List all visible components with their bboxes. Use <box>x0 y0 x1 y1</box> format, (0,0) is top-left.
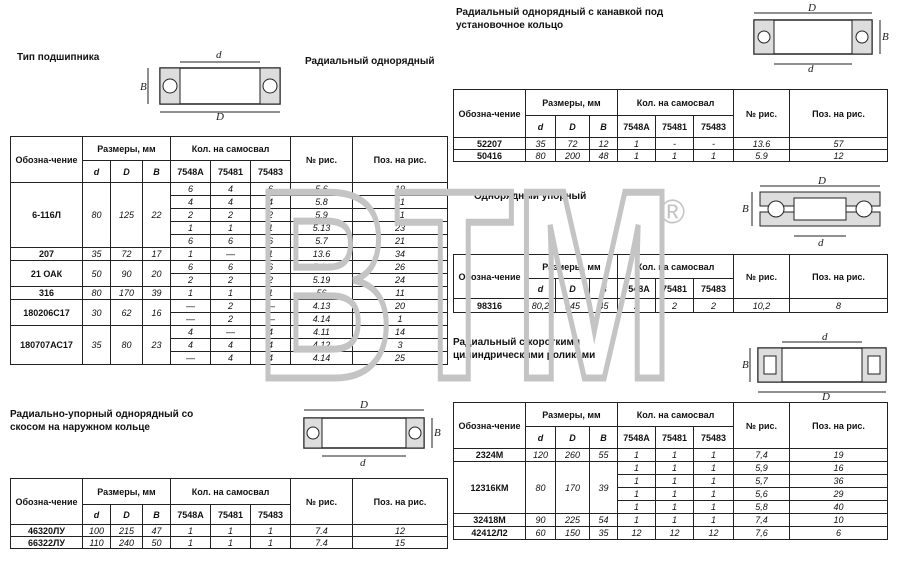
qty-model-1-cell: 1 <box>618 501 656 514</box>
angular-col-pos-no: Поз. на рис. <box>353 479 448 525</box>
qty-model-3-cell: 1 <box>694 462 734 475</box>
groove-col-pos-no: Поз. на рис. <box>790 90 888 138</box>
fig-no-cell: 5.6 <box>291 183 353 196</box>
pos-no-cell: 24 <box>353 274 448 287</box>
qty-model-2-cell: 1 <box>656 475 694 488</box>
dim-D-label: D <box>216 111 224 123</box>
fig-no-cell: 5,7 <box>734 475 790 488</box>
col-model-1: 7548А <box>171 161 211 183</box>
pos-no-cell: 25 <box>353 352 448 365</box>
dim-d-cell: 35 <box>83 326 111 365</box>
angular-col-qty: Кол. на самосвал <box>171 479 291 505</box>
col-model-2: 75481 <box>211 161 251 183</box>
designation-cell: 52207 <box>454 138 526 150</box>
qty-model-3-cell: 12 <box>694 527 734 540</box>
fig-no-cell: 4.13 <box>291 300 353 313</box>
dim-d-cell: 50 <box>83 261 111 287</box>
groove-col-model-1: 7548А <box>618 116 656 138</box>
qty-model-2-cell: 6 <box>211 261 251 274</box>
qty-model-3-cell: — <box>251 313 291 326</box>
table-row <box>454 138 888 150</box>
pos-no-cell: 12 <box>353 525 448 537</box>
qty-model-3-cell: 1 <box>694 501 734 514</box>
qty-model-3-cell: 1 <box>251 248 291 261</box>
col-B: B <box>143 161 171 183</box>
col-model-3: 75483 <box>251 161 291 183</box>
dim-B-cell: 50 <box>143 537 171 549</box>
col-qty: Кол. на самосвал <box>171 137 291 161</box>
qty-model-2-cell: — <box>211 326 251 339</box>
qty-model-3-cell: 1 <box>694 475 734 488</box>
thrust-bearing-drawing <box>740 175 890 250</box>
qty-model-2-cell: 2 <box>211 209 251 222</box>
fig-no-cell: 7,4 <box>734 449 790 462</box>
groove-col-B: B <box>590 116 618 138</box>
pos-no-cell: 12 <box>790 150 888 162</box>
thrust-col-model-1: 7548А <box>618 279 656 299</box>
roller-col-D: D <box>556 427 590 449</box>
pos-no-cell: 1 <box>353 313 448 326</box>
qty-model-2-cell: 1 <box>656 501 694 514</box>
pos-no-cell: 19 <box>353 183 448 196</box>
roller-col-model-1: 7548А <box>618 427 656 449</box>
angular-contact-caption: Радиально-упорный однорядный со скосом на наружном кольце <box>10 409 194 433</box>
thrust-col-B: B <box>590 279 618 299</box>
fig-no-cell: 13.6 <box>734 138 790 150</box>
qty-model-2-cell: 4 <box>211 183 251 196</box>
dim-B-cell: 48 <box>590 150 618 162</box>
pos-no-cell: 26 <box>353 261 448 274</box>
thrust-dim-B-label: B <box>742 203 749 215</box>
dim-B-cell: 20 <box>143 261 171 287</box>
fig-no-cell: 5.8 <box>291 196 353 209</box>
thrust-bearing-table <box>453 254 888 313</box>
thrust-col-qty: Кол. на самосвал <box>618 255 734 279</box>
radial-bearing-table-body <box>11 183 448 365</box>
table-row <box>11 525 448 537</box>
table-row <box>11 537 448 549</box>
groove-dim-B-label: B <box>882 31 889 43</box>
col-D: D <box>111 161 143 183</box>
qty-model-1-cell: 1 <box>618 475 656 488</box>
dim-d-cell: 80 <box>526 150 556 162</box>
thrust-bearing-table-body <box>454 299 888 313</box>
fig-no-cell: 56 <box>291 287 353 300</box>
qty-model-3-cell: 1 <box>694 449 734 462</box>
angular-dim-B-label: B <box>434 427 441 439</box>
qty-model-1-cell: 1 <box>618 488 656 501</box>
dim-D-cell: 62 <box>111 300 143 326</box>
pos-no-cell: 8 <box>790 299 888 313</box>
designation-cell: 21 ОАК <box>11 261 83 287</box>
qty-model-2-cell: 1 <box>211 222 251 235</box>
dim-B-cell: 16 <box>143 300 171 326</box>
angular-col-model-1: 7548А <box>171 505 211 525</box>
dim-d-cell: 100 <box>83 525 111 537</box>
col-fig-no: № рис. <box>291 137 353 183</box>
pos-no-cell: 29 <box>790 488 888 501</box>
dim-d-label: d <box>216 49 222 61</box>
groove-dim-d-label: d <box>808 63 814 75</box>
angular-bearing-table-body <box>11 525 448 549</box>
angular-col-B: B <box>143 505 171 525</box>
qty-model-1-cell: — <box>171 313 211 326</box>
fig-no-cell: 4.14 <box>291 313 353 326</box>
table-row <box>11 248 448 261</box>
groove-col-fig-no: № рис. <box>734 90 790 138</box>
qty-model-1-cell: 2 <box>618 299 656 313</box>
dim-d-cell: 80 <box>526 462 556 514</box>
qty-model-2-cell: 6 <box>211 235 251 248</box>
qty-model-2-cell: 2 <box>211 300 251 313</box>
dim-B-cell: 17 <box>143 248 171 261</box>
qty-model-2-cell: 1 <box>211 525 251 537</box>
roller-col-qty: Кол. на самосвал <box>618 403 734 427</box>
qty-model-3-cell: 4 <box>251 339 291 352</box>
pos-no-cell: 6 <box>790 527 888 540</box>
qty-model-1-cell: 1 <box>171 248 211 261</box>
designation-cell: 180707АС17 <box>11 326 83 365</box>
dim-d-cell: 35 <box>83 248 111 261</box>
qty-model-3-cell: — <box>251 300 291 313</box>
pos-no-cell: 3 <box>353 339 448 352</box>
thrust-col-d: d <box>526 279 556 299</box>
designation-cell: 42412Л2 <box>454 527 526 540</box>
pos-no-cell: 14 <box>353 326 448 339</box>
dim-B-cell: 45 <box>590 299 618 313</box>
angular-col-d: d <box>83 505 111 525</box>
qty-model-1-cell: 1 <box>618 462 656 475</box>
col-dimensions: Размеры, мм <box>83 137 171 161</box>
qty-model-3-cell: 1 <box>694 514 734 527</box>
dim-D-cell: 260 <box>556 449 590 462</box>
angular-dim-D-label: D <box>360 399 368 411</box>
designation-cell: 12316КМ <box>454 462 526 514</box>
qty-model-2-cell: — <box>211 248 251 261</box>
roller-col-B: B <box>590 427 618 449</box>
designation-cell: 316 <box>11 287 83 300</box>
qty-model-2-cell: 1 <box>656 150 694 162</box>
roller-col-model-2: 75481 <box>656 427 694 449</box>
qty-model-1-cell: 1 <box>171 525 211 537</box>
thrust-single-caption: Однорядный упорный <box>474 191 587 202</box>
fig-no-cell: 7.4 <box>291 537 353 549</box>
roller-col-model-3: 75483 <box>694 427 734 449</box>
angular-col-designation: Обозна-чение <box>11 479 83 525</box>
qty-model-3-cell: 2 <box>251 209 291 222</box>
qty-model-1-cell: 1 <box>618 150 656 162</box>
groove-col-D: D <box>556 116 590 138</box>
bearing-type-caption: Тип подшипника <box>17 52 100 63</box>
qty-model-3-cell: 1 <box>251 287 291 300</box>
dim-B-cell: 47 <box>143 525 171 537</box>
roller-col-d: d <box>526 427 556 449</box>
thrust-col-fig-no: № рис. <box>734 255 790 299</box>
table-row <box>454 527 888 540</box>
thrust-col-designation: Обозна-чение <box>454 255 526 299</box>
qty-model-2-cell: 4 <box>211 352 251 365</box>
fig-no-cell: 7,4 <box>734 514 790 527</box>
fig-no-cell: 5.19 <box>291 274 353 287</box>
angular-col-model-2: 75481 <box>211 505 251 525</box>
table-row <box>454 299 888 313</box>
pos-no-cell: 36 <box>790 475 888 488</box>
groove-bearing-table-body <box>454 138 888 162</box>
qty-model-3-cell: 6 <box>251 261 291 274</box>
groove-dim-D-label: D <box>808 2 816 14</box>
fig-no-cell: 5.9 <box>734 150 790 162</box>
fig-no-cell: 13.6 <box>291 248 353 261</box>
watermark-text: BTM <box>255 148 675 398</box>
qty-model-1-cell: 12 <box>618 527 656 540</box>
qty-model-1-cell: 2 <box>171 274 211 287</box>
dim-B-cell: 23 <box>143 326 171 365</box>
angular-bearing-drawing <box>292 399 442 469</box>
pos-no-cell: 10 <box>790 514 888 527</box>
dim-d-cell: 80 <box>83 287 111 300</box>
qty-model-1-cell: 2 <box>171 209 211 222</box>
qty-model-1-cell: 1 <box>171 222 211 235</box>
pos-no-cell: 31 <box>353 196 448 209</box>
qty-model-3-cell: - <box>694 138 734 150</box>
pos-no-cell: 23 <box>353 222 448 235</box>
groove-col-d: d <box>526 116 556 138</box>
dim-B-cell: 39 <box>143 287 171 300</box>
radial-bearing-drawing <box>140 49 300 123</box>
roller-bearing-table-body <box>454 449 888 540</box>
dim-B-cell: 35 <box>590 527 618 540</box>
dim-D-cell: 170 <box>556 462 590 514</box>
fig-no-cell: 5.13 <box>291 222 353 235</box>
designation-cell: 50416 <box>454 150 526 162</box>
dim-B-cell: 55 <box>590 449 618 462</box>
pos-no-cell: 34 <box>353 248 448 261</box>
designation-cell: 2324М <box>454 449 526 462</box>
col-pos-no: Поз. на рис. <box>353 137 448 183</box>
qty-model-2-cell: 1 <box>211 287 251 300</box>
radial-bearing-table <box>10 136 448 365</box>
pos-no-cell: 20 <box>353 300 448 313</box>
qty-model-1-cell: — <box>171 352 211 365</box>
dim-d-cell: 60 <box>526 527 556 540</box>
dim-B-cell: 54 <box>590 514 618 527</box>
fig-no-cell: 7.4 <box>291 525 353 537</box>
qty-model-2-cell: 1 <box>211 537 251 549</box>
angular-col-D: D <box>111 505 143 525</box>
qty-model-2-cell: 1 <box>656 449 694 462</box>
groove-col-model-3: 75483 <box>694 116 734 138</box>
table-row <box>11 287 448 300</box>
roller-col-pos-no: Поз. на рис. <box>790 403 888 449</box>
dim-D-cell: 72 <box>111 248 143 261</box>
roller-col-dimensions: Размеры, мм <box>526 403 618 427</box>
groove-bearing-drawing <box>742 2 890 75</box>
qty-model-1-cell: 4 <box>171 339 211 352</box>
designation-cell: 180206С17 <box>11 300 83 326</box>
fig-no-cell: 5.7 <box>291 235 353 248</box>
qty-model-1-cell: 1 <box>618 138 656 150</box>
qty-model-2-cell: 2 <box>656 299 694 313</box>
qty-model-1-cell: 6 <box>171 235 211 248</box>
fig-no-cell: 5,8 <box>734 501 790 514</box>
qty-model-3-cell: 1 <box>694 488 734 501</box>
thrust-col-model-2: 75481 <box>656 279 694 299</box>
qty-model-2-cell: 2 <box>211 274 251 287</box>
roller-bearing-drawing <box>742 331 892 403</box>
dim-D-cell: 240 <box>111 537 143 549</box>
fig-no-cell: 4.14 <box>291 352 353 365</box>
angular-dim-d-label: d <box>360 457 366 469</box>
col-d: d <box>83 161 111 183</box>
dim-D-cell: 200 <box>556 150 590 162</box>
fig-no-cell: 5.14 <box>291 261 353 274</box>
dim-d-cell: 30 <box>83 300 111 326</box>
groove-col-qty: Кол. на самосвал <box>618 90 734 116</box>
fig-no-cell: 4.11 <box>291 326 353 339</box>
qty-model-1-cell: 1 <box>171 287 211 300</box>
groove-col-designation: Обозна-чение <box>454 90 526 138</box>
designation-cell: 207 <box>11 248 83 261</box>
designation-cell: 32418М <box>454 514 526 527</box>
qty-model-2-cell: 2 <box>211 313 251 326</box>
radial-groove-caption: Радиальный однорядный с канавкой под установочное кольцо <box>456 7 664 31</box>
dim-D-cell: 125 <box>111 183 143 248</box>
pos-no-cell: 40 <box>790 501 888 514</box>
thrust-col-dimensions: Размеры, мм <box>526 255 618 279</box>
dim-d-cell: 80 <box>83 183 111 248</box>
pos-no-cell: 19 <box>790 449 888 462</box>
table-row <box>11 261 448 274</box>
table-row <box>11 326 448 339</box>
thrust-col-pos-no: Поз. на рис. <box>790 255 888 299</box>
groove-col-model-2: 75481 <box>656 116 694 138</box>
qty-model-3-cell: 4 <box>251 326 291 339</box>
qty-model-3-cell: 4 <box>251 352 291 365</box>
table-row <box>454 514 888 527</box>
angular-col-dimensions: Размеры, мм <box>83 479 171 505</box>
qty-model-3-cell: 6 <box>251 183 291 196</box>
qty-model-1-cell: 4 <box>171 196 211 209</box>
qty-model-1-cell: 6 <box>171 183 211 196</box>
table-row <box>454 150 888 162</box>
dim-D-cell: 215 <box>111 525 143 537</box>
qty-model-1-cell: 1 <box>171 537 211 549</box>
pos-no-cell: 21 <box>353 235 448 248</box>
table-row <box>454 462 888 475</box>
thrust-col-model-3: 75483 <box>694 279 734 299</box>
dim-D-cell: 150 <box>556 527 590 540</box>
thrust-col-D: D <box>556 279 590 299</box>
qty-model-1-cell: — <box>171 300 211 313</box>
fig-no-cell: 5,9 <box>734 462 790 475</box>
dim-d-cell: 90 <box>526 514 556 527</box>
col-designation: Обозна-чение <box>11 137 83 183</box>
qty-model-1-cell: 1 <box>618 514 656 527</box>
designation-cell: 46320ЛУ <box>11 525 83 537</box>
roller-col-designation: Обозна-чение <box>454 403 526 449</box>
dim-B-cell: 39 <box>590 462 618 514</box>
qty-model-3-cell: 4 <box>251 196 291 209</box>
roller-dim-D-label: D <box>822 391 830 403</box>
dim-D-cell: 72 <box>556 138 590 150</box>
qty-model-2-cell: 12 <box>656 527 694 540</box>
angular-col-fig-no: № рис. <box>291 479 353 525</box>
qty-model-3-cell: 6 <box>251 235 291 248</box>
fig-no-cell: 5.9 <box>291 209 353 222</box>
table-row <box>11 300 448 313</box>
qty-model-3-cell: 2 <box>694 299 734 313</box>
dim-D-cell: 225 <box>556 514 590 527</box>
dim-D-cell: 145 <box>556 299 590 313</box>
qty-model-3-cell: 1 <box>251 222 291 235</box>
qty-model-3-cell: 1 <box>251 537 291 549</box>
watermark-registered: ® <box>660 193 686 231</box>
dim-d-cell: 35 <box>526 138 556 150</box>
designation-cell: 66322ЛУ <box>11 537 83 549</box>
dim-d-cell: 80,2 <box>526 299 556 313</box>
table-row <box>11 183 448 196</box>
dim-D-cell: 90 <box>111 261 143 287</box>
pos-no-cell: 57 <box>790 138 888 150</box>
qty-model-3-cell: 1 <box>251 525 291 537</box>
angular-col-model-3: 75483 <box>251 505 291 525</box>
qty-model-3-cell: 2 <box>251 274 291 287</box>
dim-B-cell: 12 <box>590 138 618 150</box>
qty-model-1-cell: 6 <box>171 261 211 274</box>
angular-bearing-table <box>10 478 448 549</box>
qty-model-2-cell: 1 <box>656 462 694 475</box>
qty-model-2-cell: 1 <box>656 488 694 501</box>
pos-no-cell: 11 <box>353 287 448 300</box>
designation-cell: 98316 <box>454 299 526 313</box>
qty-model-1-cell: 4 <box>171 326 211 339</box>
pos-no-cell: 15 <box>353 537 448 549</box>
groove-bearing-table <box>453 89 888 162</box>
dim-D-cell: 170 <box>111 287 143 300</box>
qty-model-2-cell: 1 <box>656 514 694 527</box>
qty-model-2-cell: 4 <box>211 196 251 209</box>
roller-dim-B-label: B <box>742 359 749 371</box>
dim-B-cell: 22 <box>143 183 171 248</box>
designation-cell: 6-116Л <box>11 183 83 248</box>
pos-no-cell: 11 <box>353 209 448 222</box>
qty-model-2-cell: 4 <box>211 339 251 352</box>
qty-model-1-cell: 1 <box>618 449 656 462</box>
radial-rollers-caption: Радиальный с короткими цилиндрическими роликами <box>453 337 596 361</box>
fig-no-cell: 4.12 <box>291 339 353 352</box>
qty-model-3-cell: 1 <box>694 150 734 162</box>
fig-no-cell: 7,6 <box>734 527 790 540</box>
thrust-dim-D-label: D <box>818 175 826 187</box>
roller-col-fig-no: № рис. <box>734 403 790 449</box>
thrust-dim-d-label: d <box>818 237 824 249</box>
roller-bearing-table <box>453 402 888 540</box>
fig-no-cell: 10,2 <box>734 299 790 313</box>
groove-col-dimensions: Размеры, мм <box>526 90 618 116</box>
dim-D-cell: 80 <box>111 326 143 365</box>
pos-no-cell: 16 <box>790 462 888 475</box>
table-row <box>454 449 888 462</box>
roller-dim-d-label: d <box>822 331 828 343</box>
dim-d-cell: 120 <box>526 449 556 462</box>
fig-no-cell: 5,6 <box>734 488 790 501</box>
radial-single-row-caption: Радиальный однорядный <box>305 56 435 67</box>
qty-model-2-cell: - <box>656 138 694 150</box>
dim-B-label: B <box>140 81 147 93</box>
dim-d-cell: 110 <box>83 537 111 549</box>
